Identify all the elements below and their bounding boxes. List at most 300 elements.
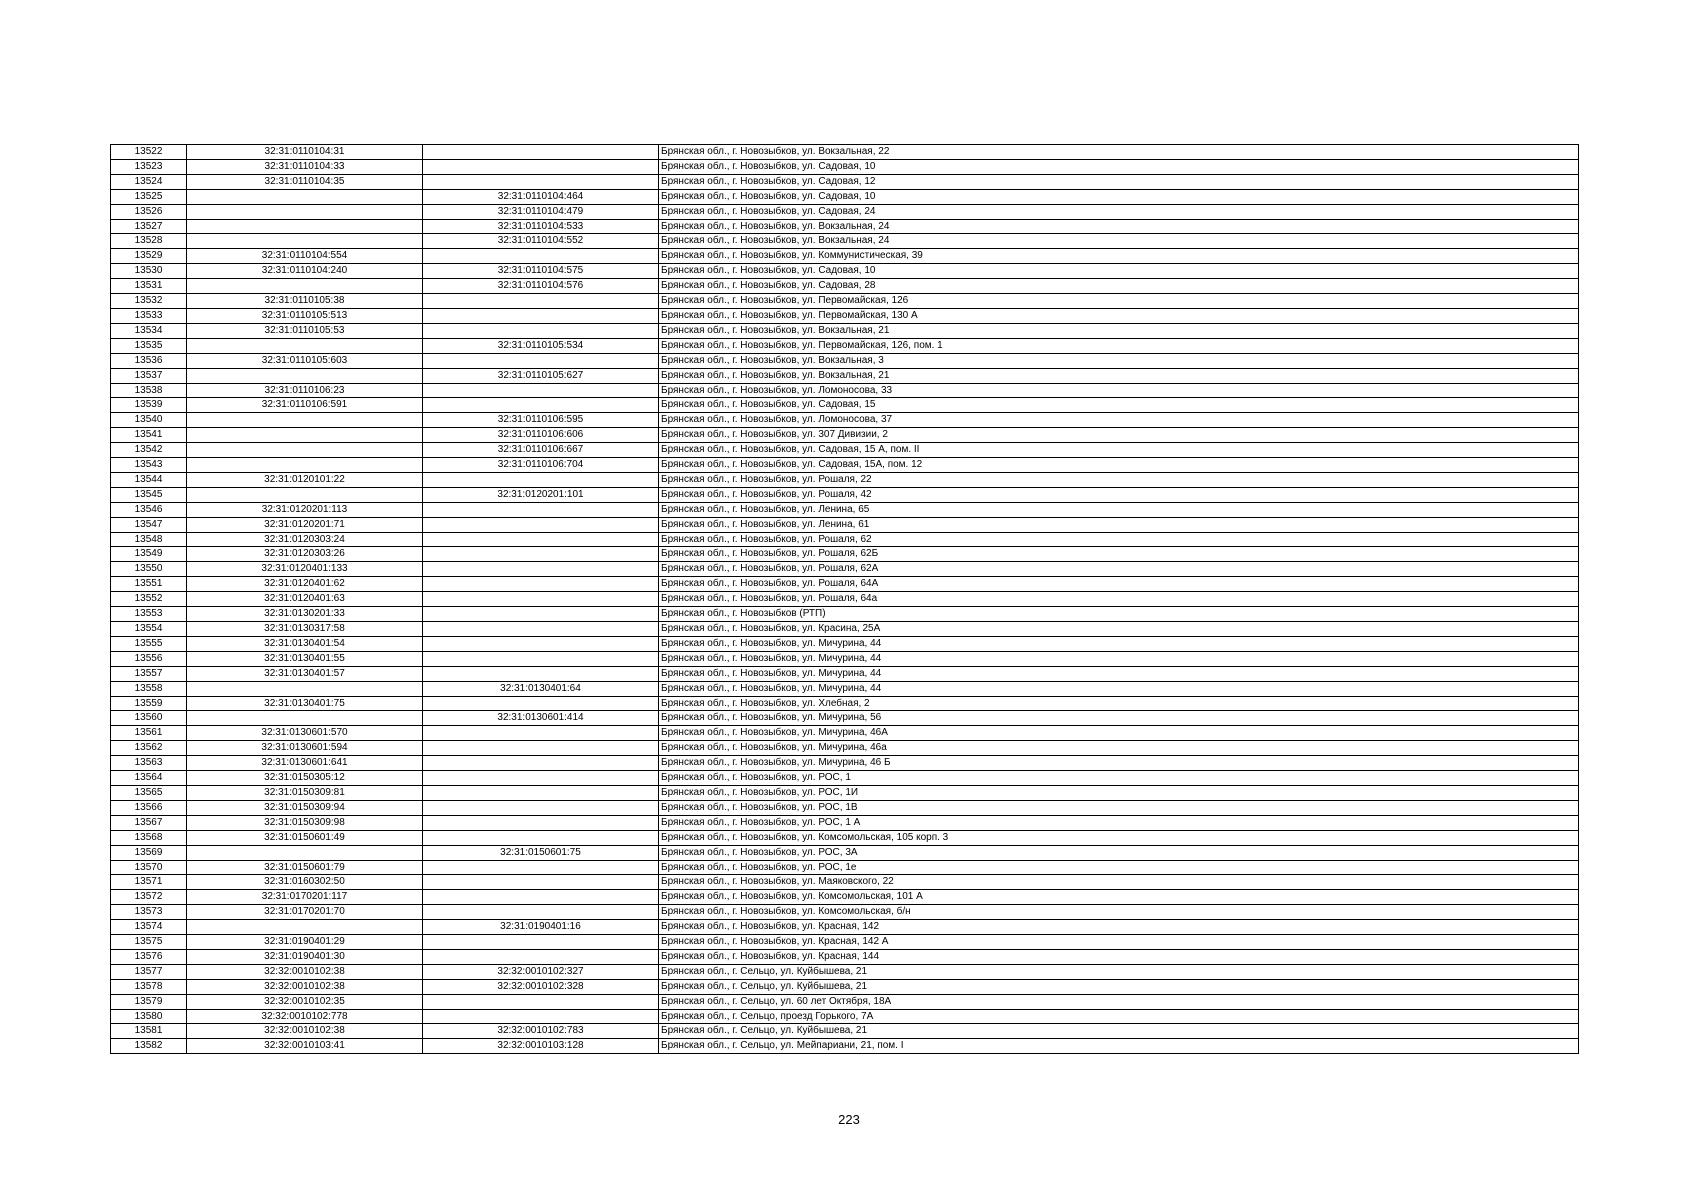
land-cadastral-number-cell: 32:31:0190401:29 [187,935,423,950]
building-cadastral-number-cell [423,756,659,771]
address-cell: Брянская обл., г. Новозыбков, ул. РОС, 1В [659,800,1579,815]
table-row [111,443,1579,458]
land-cadastral-number-cell: 32:31:0170201:70 [187,905,423,920]
row-number-cell: 13530 [111,264,187,279]
address-cell: Брянская обл., г. Новозыбков, ул. Вокзальная, 21 [659,323,1579,338]
address-cell: Брянская обл., г. Новозыбков (РТП) [659,607,1579,622]
building-cadastral-number-cell [423,830,659,845]
land-cadastral-number-cell: 32:31:0160302:50 [187,875,423,890]
building-cadastral-number-cell [423,651,659,666]
land-cadastral-number-cell: 32:31:0110105:603 [187,353,423,368]
land-cadastral-number-cell: 32:32:0010103:41 [187,1039,423,1054]
land-cadastral-number-cell [187,711,423,726]
address-cell: Брянская обл., г. Новозыбков, ул. Красина, 25А [659,622,1579,637]
row-number-cell: 13577 [111,964,187,979]
row-number-cell: 13579 [111,994,187,1009]
land-cadastral-number-cell [187,681,423,696]
building-cadastral-number-cell: 32:31:0150601:75 [423,845,659,860]
table-row [111,204,1579,219]
land-cadastral-number-cell: 32:31:0130401:75 [187,696,423,711]
land-cadastral-number-cell: 32:31:0120201:71 [187,517,423,532]
table-row [111,622,1579,637]
table-row [111,935,1579,950]
row-number-cell: 13534 [111,323,187,338]
table-row [111,338,1579,353]
land-cadastral-number-cell: 32:31:0130601:570 [187,726,423,741]
building-cadastral-number-cell: 32:31:0110106:667 [423,443,659,458]
building-cadastral-number-cell [423,353,659,368]
land-cadastral-number-cell: 32:31:0110105:38 [187,294,423,309]
land-cadastral-number-cell: 32:31:0120201:113 [187,502,423,517]
row-number-cell: 13526 [111,204,187,219]
table-row [111,547,1579,562]
address-cell: Брянская обл., г. Новозыбков, ул. Вокзальная, 24 [659,219,1579,234]
address-cell: Брянская обл., г. Новозыбков, ул. Хлебная, 2 [659,696,1579,711]
land-cadastral-number-cell: 32:31:0150309:98 [187,815,423,830]
table-row [111,234,1579,249]
address-cell: Брянская обл., г. Новозыбков, ул. Мичурина, 44 [659,681,1579,696]
land-cadastral-number-cell: 32:31:0190401:30 [187,949,423,964]
building-cadastral-number-cell: 32:31:0110106:606 [423,428,659,443]
table-row [111,353,1579,368]
land-cadastral-number-cell: 32:32:0010102:35 [187,994,423,1009]
land-cadastral-number-cell: 32:31:0150601:49 [187,830,423,845]
land-cadastral-number-cell [187,234,423,249]
row-number-cell: 13562 [111,741,187,756]
table-row [111,368,1579,383]
row-number-cell: 13570 [111,860,187,875]
table-row [111,458,1579,473]
row-number-cell: 13537 [111,368,187,383]
address-cell: Брянская обл., г. Новозыбков, ул. Комсомольская, б/н [659,905,1579,920]
address-cell: Брянская обл., г. Новозыбков, ул. Садовая, 12 [659,174,1579,189]
building-cadastral-number-cell [423,517,659,532]
row-number-cell: 13558 [111,681,187,696]
table-row [111,785,1579,800]
table-row [111,726,1579,741]
land-cadastral-number-cell: 32:31:0110106:23 [187,383,423,398]
address-cell: Брянская обл., г. Новозыбков, ул. Комсомольская, 101 А [659,890,1579,905]
table-row [111,890,1579,905]
row-number-cell: 13574 [111,920,187,935]
table-row [111,800,1579,815]
row-number-cell: 13559 [111,696,187,711]
address-cell: Брянская обл., г. Новозыбков, ул. Мичурина, 44 [659,666,1579,681]
building-cadastral-number-cell: 32:31:0110106:595 [423,413,659,428]
building-cadastral-number-cell [423,860,659,875]
land-cadastral-number-cell: 32:31:0130201:33 [187,607,423,622]
address-cell: Брянская обл., г. Новозыбков, ул. РОС, 1 [659,771,1579,786]
address-cell: Брянская обл., г. Новозыбков, ул. Рошаля, 22 [659,472,1579,487]
building-cadastral-number-cell [423,1009,659,1024]
table-row [111,383,1579,398]
address-cell: Брянская обл., г. Новозыбков, ул. Рошаля, 42 [659,487,1579,502]
land-cadastral-number-cell [187,413,423,428]
table-row [111,249,1579,264]
building-cadastral-number-cell [423,741,659,756]
address-cell: Брянская обл., г. Новозыбков, ул. Ломоносова, 33 [659,383,1579,398]
table-row [111,428,1579,443]
table-row [111,681,1579,696]
row-number-cell: 13582 [111,1039,187,1054]
row-number-cell: 13552 [111,592,187,607]
land-cadastral-number-cell: 32:31:0130317:58 [187,622,423,637]
building-cadastral-number-cell [423,785,659,800]
table-row [111,756,1579,771]
table-row [111,562,1579,577]
land-cadastral-number-cell [187,368,423,383]
table-row [111,219,1579,234]
table-row [111,607,1579,622]
building-cadastral-number-cell [423,607,659,622]
row-number-cell: 13555 [111,636,187,651]
land-cadastral-number-cell [187,428,423,443]
address-cell: Брянская обл., г. Новозыбков, ул. Садовая, 10 [659,159,1579,174]
land-cadastral-number-cell: 32:31:0130601:641 [187,756,423,771]
row-number-cell: 13525 [111,189,187,204]
row-number-cell: 13528 [111,234,187,249]
row-number-cell: 13568 [111,830,187,845]
land-cadastral-number-cell: 32:32:0010102:38 [187,979,423,994]
building-cadastral-number-cell [423,592,659,607]
land-cadastral-number-cell: 32:31:0170201:117 [187,890,423,905]
table-row [111,875,1579,890]
table-row [111,472,1579,487]
building-cadastral-number-cell: 32:31:0130401:64 [423,681,659,696]
address-cell: Брянская обл., г. Новозыбков, ул. Рошаля, 62 [659,532,1579,547]
building-cadastral-number-cell [423,532,659,547]
land-cadastral-number-cell: 32:31:0130401:55 [187,651,423,666]
row-number-cell: 13535 [111,338,187,353]
table-row [111,964,1579,979]
land-cadastral-number-cell: 32:31:0130401:54 [187,636,423,651]
building-cadastral-number-cell [423,323,659,338]
building-cadastral-number-cell [423,949,659,964]
land-cadastral-number-cell: 32:31:0110104:31 [187,145,423,160]
row-number-cell: 13550 [111,562,187,577]
building-cadastral-number-cell: 32:32:0010102:783 [423,1024,659,1039]
row-number-cell: 13544 [111,472,187,487]
land-cadastral-number-cell: 32:31:0120401:62 [187,577,423,592]
land-cadastral-number-cell [187,487,423,502]
building-cadastral-number-cell [423,294,659,309]
row-number-cell: 13532 [111,294,187,309]
land-cadastral-number-cell: 32:31:0110106:591 [187,398,423,413]
address-cell: Брянская обл., г. Новозыбков, ул. Рошаля, 64а [659,592,1579,607]
table-row [111,323,1579,338]
row-number-cell: 13553 [111,607,187,622]
address-cell: Брянская обл., г. Новозыбков, ул. Садовая, 10 [659,264,1579,279]
row-number-cell: 13522 [111,145,187,160]
building-cadastral-number-cell [423,935,659,950]
land-cadastral-number-cell: 32:31:0130401:57 [187,666,423,681]
table-row [111,592,1579,607]
row-number-cell: 13569 [111,845,187,860]
address-cell: Брянская обл., г. Новозыбков, ул. Мичурина, 46А [659,726,1579,741]
row-number-cell: 13581 [111,1024,187,1039]
land-cadastral-number-cell: 32:31:0130601:594 [187,741,423,756]
building-cadastral-number-cell: 32:31:0110104:479 [423,204,659,219]
table-row [111,666,1579,681]
table-row [111,920,1579,935]
building-cadastral-number-cell [423,890,659,905]
address-cell: Брянская обл., г. Сельцо, ул. Куйбышева, 21 [659,964,1579,979]
address-cell: Брянская обл., г. Новозыбков, ул. Вокзальная, 3 [659,353,1579,368]
building-cadastral-number-cell [423,771,659,786]
table-row [111,830,1579,845]
address-cell: Брянская обл., г. Новозыбков, ул. Первомайская, 126, пом. 1 [659,338,1579,353]
table-row [111,651,1579,666]
table-row [111,1039,1579,1054]
row-number-cell: 13539 [111,398,187,413]
address-cell: Брянская обл., г. Новозыбков, ул. Комсомольская, 105 корп. 3 [659,830,1579,845]
building-cadastral-number-cell [423,994,659,1009]
building-cadastral-number-cell [423,502,659,517]
land-cadastral-number-cell: 32:31:0150305:12 [187,771,423,786]
land-cadastral-number-cell [187,338,423,353]
row-number-cell: 13578 [111,979,187,994]
land-cadastral-number-cell [187,458,423,473]
building-cadastral-number-cell [423,696,659,711]
table-row [111,294,1579,309]
table-row [111,174,1579,189]
land-cadastral-number-cell: 32:31:0110104:240 [187,264,423,279]
building-cadastral-number-cell: 32:31:0190401:16 [423,920,659,935]
table-row [111,398,1579,413]
address-cell: Брянская обл., г. Новозыбков, ул. Садовая, 10 [659,189,1579,204]
land-cadastral-number-cell: 32:32:0010102:778 [187,1009,423,1024]
row-number-cell: 13549 [111,547,187,562]
table-row [111,159,1579,174]
row-number-cell: 13542 [111,443,187,458]
table-row [111,979,1579,994]
table-row [111,517,1579,532]
row-number-cell: 13560 [111,711,187,726]
table-row [111,845,1579,860]
building-cadastral-number-cell [423,145,659,160]
table-row [111,189,1579,204]
address-cell: Брянская обл., г. Сельцо, ул. Мейпариани, 21, пом. I [659,1039,1579,1054]
land-cadastral-number-cell: 32:31:0120303:24 [187,532,423,547]
building-cadastral-number-cell: 32:31:0110105:534 [423,338,659,353]
row-number-cell: 13565 [111,785,187,800]
row-number-cell: 13547 [111,517,187,532]
row-number-cell: 13563 [111,756,187,771]
page-number: 223 [838,1112,860,1127]
address-cell: Брянская обл., г. Новозыбков, ул. Рошаля, 64А [659,577,1579,592]
row-number-cell: 13580 [111,1009,187,1024]
address-cell: Брянская обл., г. Новозыбков, ул. Вокзальная, 21 [659,368,1579,383]
land-cadastral-number-cell [187,204,423,219]
row-number-cell: 13573 [111,905,187,920]
table-row [111,815,1579,830]
registry-table [110,144,1579,1054]
building-cadastral-number-cell: 32:31:0120201:101 [423,487,659,502]
land-cadastral-number-cell: 32:31:0150309:94 [187,800,423,815]
building-cadastral-number-cell: 32:32:0010102:327 [423,964,659,979]
table-row [111,905,1579,920]
building-cadastral-number-cell [423,577,659,592]
building-cadastral-number-cell [423,398,659,413]
building-cadastral-number-cell [423,666,659,681]
address-cell: Брянская обл., г. Новозыбков, ул. Маяковского, 22 [659,875,1579,890]
address-cell: Брянская обл., г. Новозыбков, ул. Мичурина, 46 Б [659,756,1579,771]
row-number-cell: 13523 [111,159,187,174]
row-number-cell: 13564 [111,771,187,786]
building-cadastral-number-cell: 32:31:0110104:464 [423,189,659,204]
land-cadastral-number-cell: 32:32:0010102:38 [187,964,423,979]
address-cell: Брянская обл., г. Новозыбков, ул. Рошаля, 62А [659,562,1579,577]
row-number-cell: 13541 [111,428,187,443]
row-number-cell: 13576 [111,949,187,964]
building-cadastral-number-cell: 32:31:0110106:704 [423,458,659,473]
land-cadastral-number-cell: 32:31:0110105:513 [187,308,423,323]
address-cell: Брянская обл., г. Новозыбков, ул. РОС, 1И [659,785,1579,800]
building-cadastral-number-cell [423,905,659,920]
building-cadastral-number-cell [423,636,659,651]
building-cadastral-number-cell [423,174,659,189]
table-row [111,577,1579,592]
row-number-cell: 13533 [111,308,187,323]
table-row [111,1024,1579,1039]
address-cell: Брянская обл., г. Новозыбков, ул. Ленина, 61 [659,517,1579,532]
row-number-cell: 13543 [111,458,187,473]
building-cadastral-number-cell: 32:31:0110104:552 [423,234,659,249]
table-row [111,145,1579,160]
table-row [111,413,1579,428]
table-row [111,279,1579,294]
address-cell: Брянская обл., г. Новозыбков, ул. Мичурина, 44 [659,636,1579,651]
row-number-cell: 13567 [111,815,187,830]
row-number-cell: 13554 [111,622,187,637]
table-row [111,994,1579,1009]
registry-table-body [111,145,1579,1054]
building-cadastral-number-cell: 32:31:0130601:414 [423,711,659,726]
building-cadastral-number-cell: 32:31:0110104:575 [423,264,659,279]
address-cell: Брянская обл., г. Новозыбков, ул. Мичурина, 56 [659,711,1579,726]
building-cadastral-number-cell: 32:32:0010103:128 [423,1039,659,1054]
land-cadastral-number-cell [187,189,423,204]
land-cadastral-number-cell [187,920,423,935]
row-number-cell: 13571 [111,875,187,890]
land-cadastral-number-cell [187,219,423,234]
table-row [111,487,1579,502]
row-number-cell: 13536 [111,353,187,368]
building-cadastral-number-cell: 32:32:0010102:328 [423,979,659,994]
address-cell: Брянская обл., г. Сельцо, ул. Куйбышева, 21 [659,979,1579,994]
address-cell: Брянская обл., г. Новозыбков, ул. Рошаля, 62Б [659,547,1579,562]
address-cell: Брянская обл., г. Новозыбков, ул. РОС, 3А [659,845,1579,860]
address-cell: Брянская обл., г. Новозыбков, ул. РОС, 1 А [659,815,1579,830]
land-cadastral-number-cell: 32:31:0150601:79 [187,860,423,875]
address-cell: Брянская обл., г. Новозыбков, ул. Мичурина, 46а [659,741,1579,756]
address-cell: Брянская обл., г. Новозыбков, ул. Красная, 142 А [659,935,1579,950]
table-row [111,741,1579,756]
land-cadastral-number-cell: 32:31:0110104:554 [187,249,423,264]
land-cadastral-number-cell: 32:31:0120401:63 [187,592,423,607]
address-cell: Брянская обл., г. Новозыбков, ул. Садовая, 15А, пом. 12 [659,458,1579,473]
table-row [111,949,1579,964]
address-cell: Брянская обл., г. Сельцо, ул. 60 лет Октября, 18А [659,994,1579,1009]
land-cadastral-number-cell: 32:31:0110105:53 [187,323,423,338]
building-cadastral-number-cell [423,726,659,741]
row-number-cell: 13545 [111,487,187,502]
land-cadastral-number-cell [187,845,423,860]
building-cadastral-number-cell: 32:31:0110104:533 [423,219,659,234]
address-cell: Брянская обл., г. Новозыбков, ул. Садовая, 15 [659,398,1579,413]
land-cadastral-number-cell: 32:31:0110104:33 [187,159,423,174]
building-cadastral-number-cell [423,472,659,487]
table-row [111,308,1579,323]
building-cadastral-number-cell: 32:31:0110104:576 [423,279,659,294]
address-cell: Брянская обл., г. Новозыбков, ул. Красная, 142 [659,920,1579,935]
row-number-cell: 13529 [111,249,187,264]
row-number-cell: 13548 [111,532,187,547]
row-number-cell: 13538 [111,383,187,398]
address-cell: Брянская обл., г. Новозыбков, ул. Коммунистическая, 39 [659,249,1579,264]
address-cell: Брянская обл., г. Новозыбков, ул. Садовая, 24 [659,204,1579,219]
address-cell: Брянская обл., г. Новозыбков, ул. Вокзальная, 22 [659,145,1579,160]
building-cadastral-number-cell [423,800,659,815]
land-cadastral-number-cell: 32:31:0120303:26 [187,547,423,562]
row-number-cell: 13557 [111,666,187,681]
address-cell: Брянская обл., г. Новозыбков, ул. РОС, 1е [659,860,1579,875]
building-cadastral-number-cell [423,547,659,562]
address-cell: Брянская обл., г. Новозыбков, ул. Первомайская, 126 [659,294,1579,309]
table-row [111,860,1579,875]
address-cell: Брянская обл., г. Новозыбков, ул. 307 Дивизии, 2 [659,428,1579,443]
row-number-cell: 13566 [111,800,187,815]
row-number-cell: 13531 [111,279,187,294]
address-cell: Брянская обл., г. Сельцо, проезд Горького, 7А [659,1009,1579,1024]
address-cell: Брянская обл., г. Новозыбков, ул. Вокзальная, 24 [659,234,1579,249]
row-number-cell: 13556 [111,651,187,666]
building-cadastral-number-cell [423,159,659,174]
building-cadastral-number-cell [423,308,659,323]
building-cadastral-number-cell [423,249,659,264]
row-number-cell: 13551 [111,577,187,592]
land-cadastral-number-cell: 32:31:0120401:133 [187,562,423,577]
address-cell: Брянская обл., г. Новозыбков, ул. Мичурина, 44 [659,651,1579,666]
table-row [111,264,1579,279]
address-cell: Брянская обл., г. Новозыбков, ул. Первомайская, 130 А [659,308,1579,323]
address-cell: Брянская обл., г. Новозыбков, ул. Садовая, 28 [659,279,1579,294]
building-cadastral-number-cell [423,383,659,398]
land-cadastral-number-cell: 32:31:0120101:22 [187,472,423,487]
land-cadastral-number-cell: 32:31:0150309:81 [187,785,423,800]
table-row [111,502,1579,517]
table-row [111,532,1579,547]
address-cell: Брянская обл., г. Новозыбков, ул. Ломоносова, 37 [659,413,1579,428]
row-number-cell: 13546 [111,502,187,517]
building-cadastral-number-cell [423,622,659,637]
row-number-cell: 13524 [111,174,187,189]
table-row [111,636,1579,651]
table-row [111,696,1579,711]
building-cadastral-number-cell [423,562,659,577]
row-number-cell: 13572 [111,890,187,905]
building-cadastral-number-cell [423,815,659,830]
building-cadastral-number-cell [423,875,659,890]
land-cadastral-number-cell: 32:32:0010102:38 [187,1024,423,1039]
table-row [111,1009,1579,1024]
address-cell: Брянская обл., г. Новозыбков, ул. Красная, 144 [659,949,1579,964]
row-number-cell: 13575 [111,935,187,950]
building-cadastral-number-cell: 32:31:0110105:627 [423,368,659,383]
land-cadastral-number-cell [187,443,423,458]
land-cadastral-number-cell: 32:31:0110104:35 [187,174,423,189]
row-number-cell: 13561 [111,726,187,741]
